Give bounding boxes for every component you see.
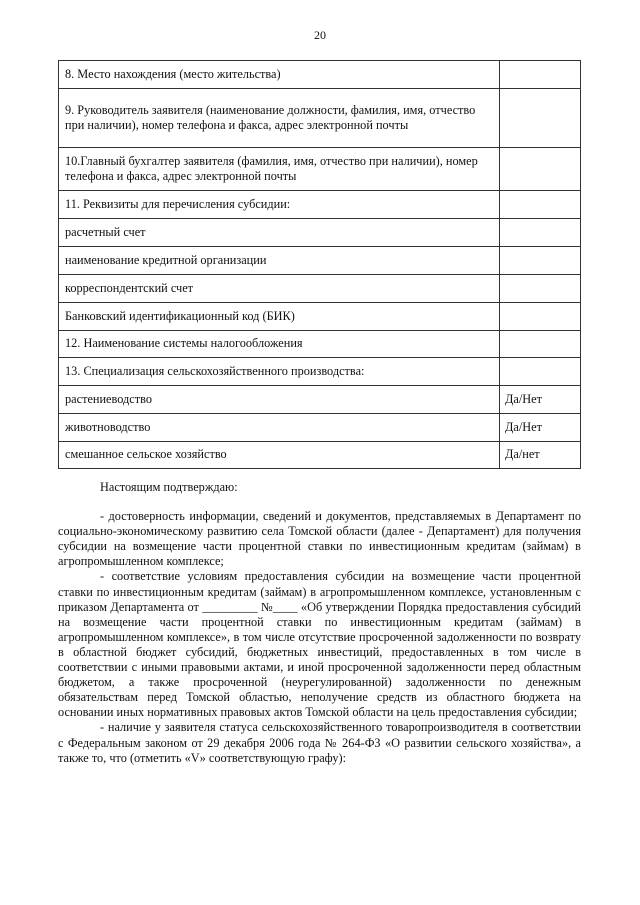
table-row: [59, 89, 581, 148]
row-label: Банковский идентификационный код (БИК): [59, 303, 500, 331]
table-row: [59, 442, 581, 469]
page-number: 20: [314, 28, 326, 42]
table-row: [59, 358, 581, 386]
table-row: [59, 331, 581, 358]
table-row: [59, 191, 581, 219]
confirmation-text: [58, 480, 581, 766]
table-row: [59, 247, 581, 275]
row-value-cell[interactable]: [500, 61, 581, 89]
row-value-cell[interactable]: [500, 275, 581, 303]
paragraph-producer-status: - наличие у заявителя статуса сельскохозяйственного товаропроизводителя в соответствии с Федеральным законом от 29 декабря 2006 года № 264-ФЗ «О развитии сельского хозяйства», а также то, что (отметить «V» соответствующую графу):: [58, 720, 581, 765]
row-label: смешанное сельское хозяйство: [59, 442, 500, 469]
row-label: 13. Специализация сельскохозяйственного производства:: [59, 358, 500, 386]
row-label: расчетный счет: [59, 219, 500, 247]
row-value-cell[interactable]: Да/нет: [500, 442, 581, 469]
row-value-cell[interactable]: [500, 247, 581, 275]
row-label: растениеводство: [59, 386, 500, 414]
row-value-cell[interactable]: [500, 358, 581, 386]
paragraph-compliance: - соответствие условиям предоставления субсидии на возмещение части процентной ставки по инвестиционным кредитам (займам) в агропромышленном комплексе, установленным с приказом Департамента от _________ №____ «Об утверждении Порядка предоставления субсидий на возмещение части процентной ставки по инвестиционным кредитам (займам) в агропромышленном комплексе», в том числе отсутствие просроченной задолженности по возврату в областной бюджет субсидий, бюджетных инвестиций, предоставленных в том числе в соответствии с иными правовыми актами, и иной просроченной задолженности перед областным бюджетом, а также просроченной (неурегулированной) задолженности по денежным обязательствам перед Томской областью, неполучение средств из областного бюджета на основании иных нормативных правовых актов Томской области на цель предоставления субсидии;: [58, 569, 581, 720]
row-value-cell[interactable]: [500, 191, 581, 219]
row-value-cell[interactable]: [500, 219, 581, 247]
paragraph-reliability: - достоверность информации, сведений и документов, представляемых в Департамент по социально-экономическому развитию села Томской области (далее - Департамент) для получения субсидии на возмещение части процентной ставки по инвестиционным кредитам (займам) в агропромышленном комплексе;: [58, 509, 581, 569]
row-label: корреспондентский счет: [59, 275, 500, 303]
row-label: 11. Реквизиты для перечисления субсидии:: [59, 191, 500, 219]
row-value-cell[interactable]: [500, 148, 581, 191]
table-row: [59, 219, 581, 247]
row-value-cell[interactable]: [500, 331, 581, 358]
row-value-cell[interactable]: Да/Нет: [500, 386, 581, 414]
row-label: 10.Главный бухгалтер заявителя (фамилия, имя, отчество при наличии), номер телефона и факса, адрес электронной почты: [59, 148, 500, 191]
table-row: [59, 414, 581, 442]
row-label: наименование кредитной организации: [59, 247, 500, 275]
application-form-table: [58, 60, 581, 469]
table-row: [59, 386, 581, 414]
row-label: животноводство: [59, 414, 500, 442]
row-value-cell[interactable]: [500, 303, 581, 331]
confirmation-heading: Настоящим подтверждаю:: [100, 480, 238, 494]
row-value-cell[interactable]: [500, 89, 581, 148]
row-label: 8. Место нахождения (место жительства): [59, 61, 500, 89]
table-row: [59, 148, 581, 191]
table-row: [59, 61, 581, 89]
row-label: 12. Наименование системы налогообложения: [59, 331, 500, 358]
table-row: [59, 303, 581, 331]
row-label: 9. Руководитель заявителя (наименование должности, фамилия, имя, отчество при наличии), номер телефона и факса, адрес электронной почты: [59, 89, 500, 148]
table-row: [59, 275, 581, 303]
row-value-cell[interactable]: Да/Нет: [500, 414, 581, 442]
